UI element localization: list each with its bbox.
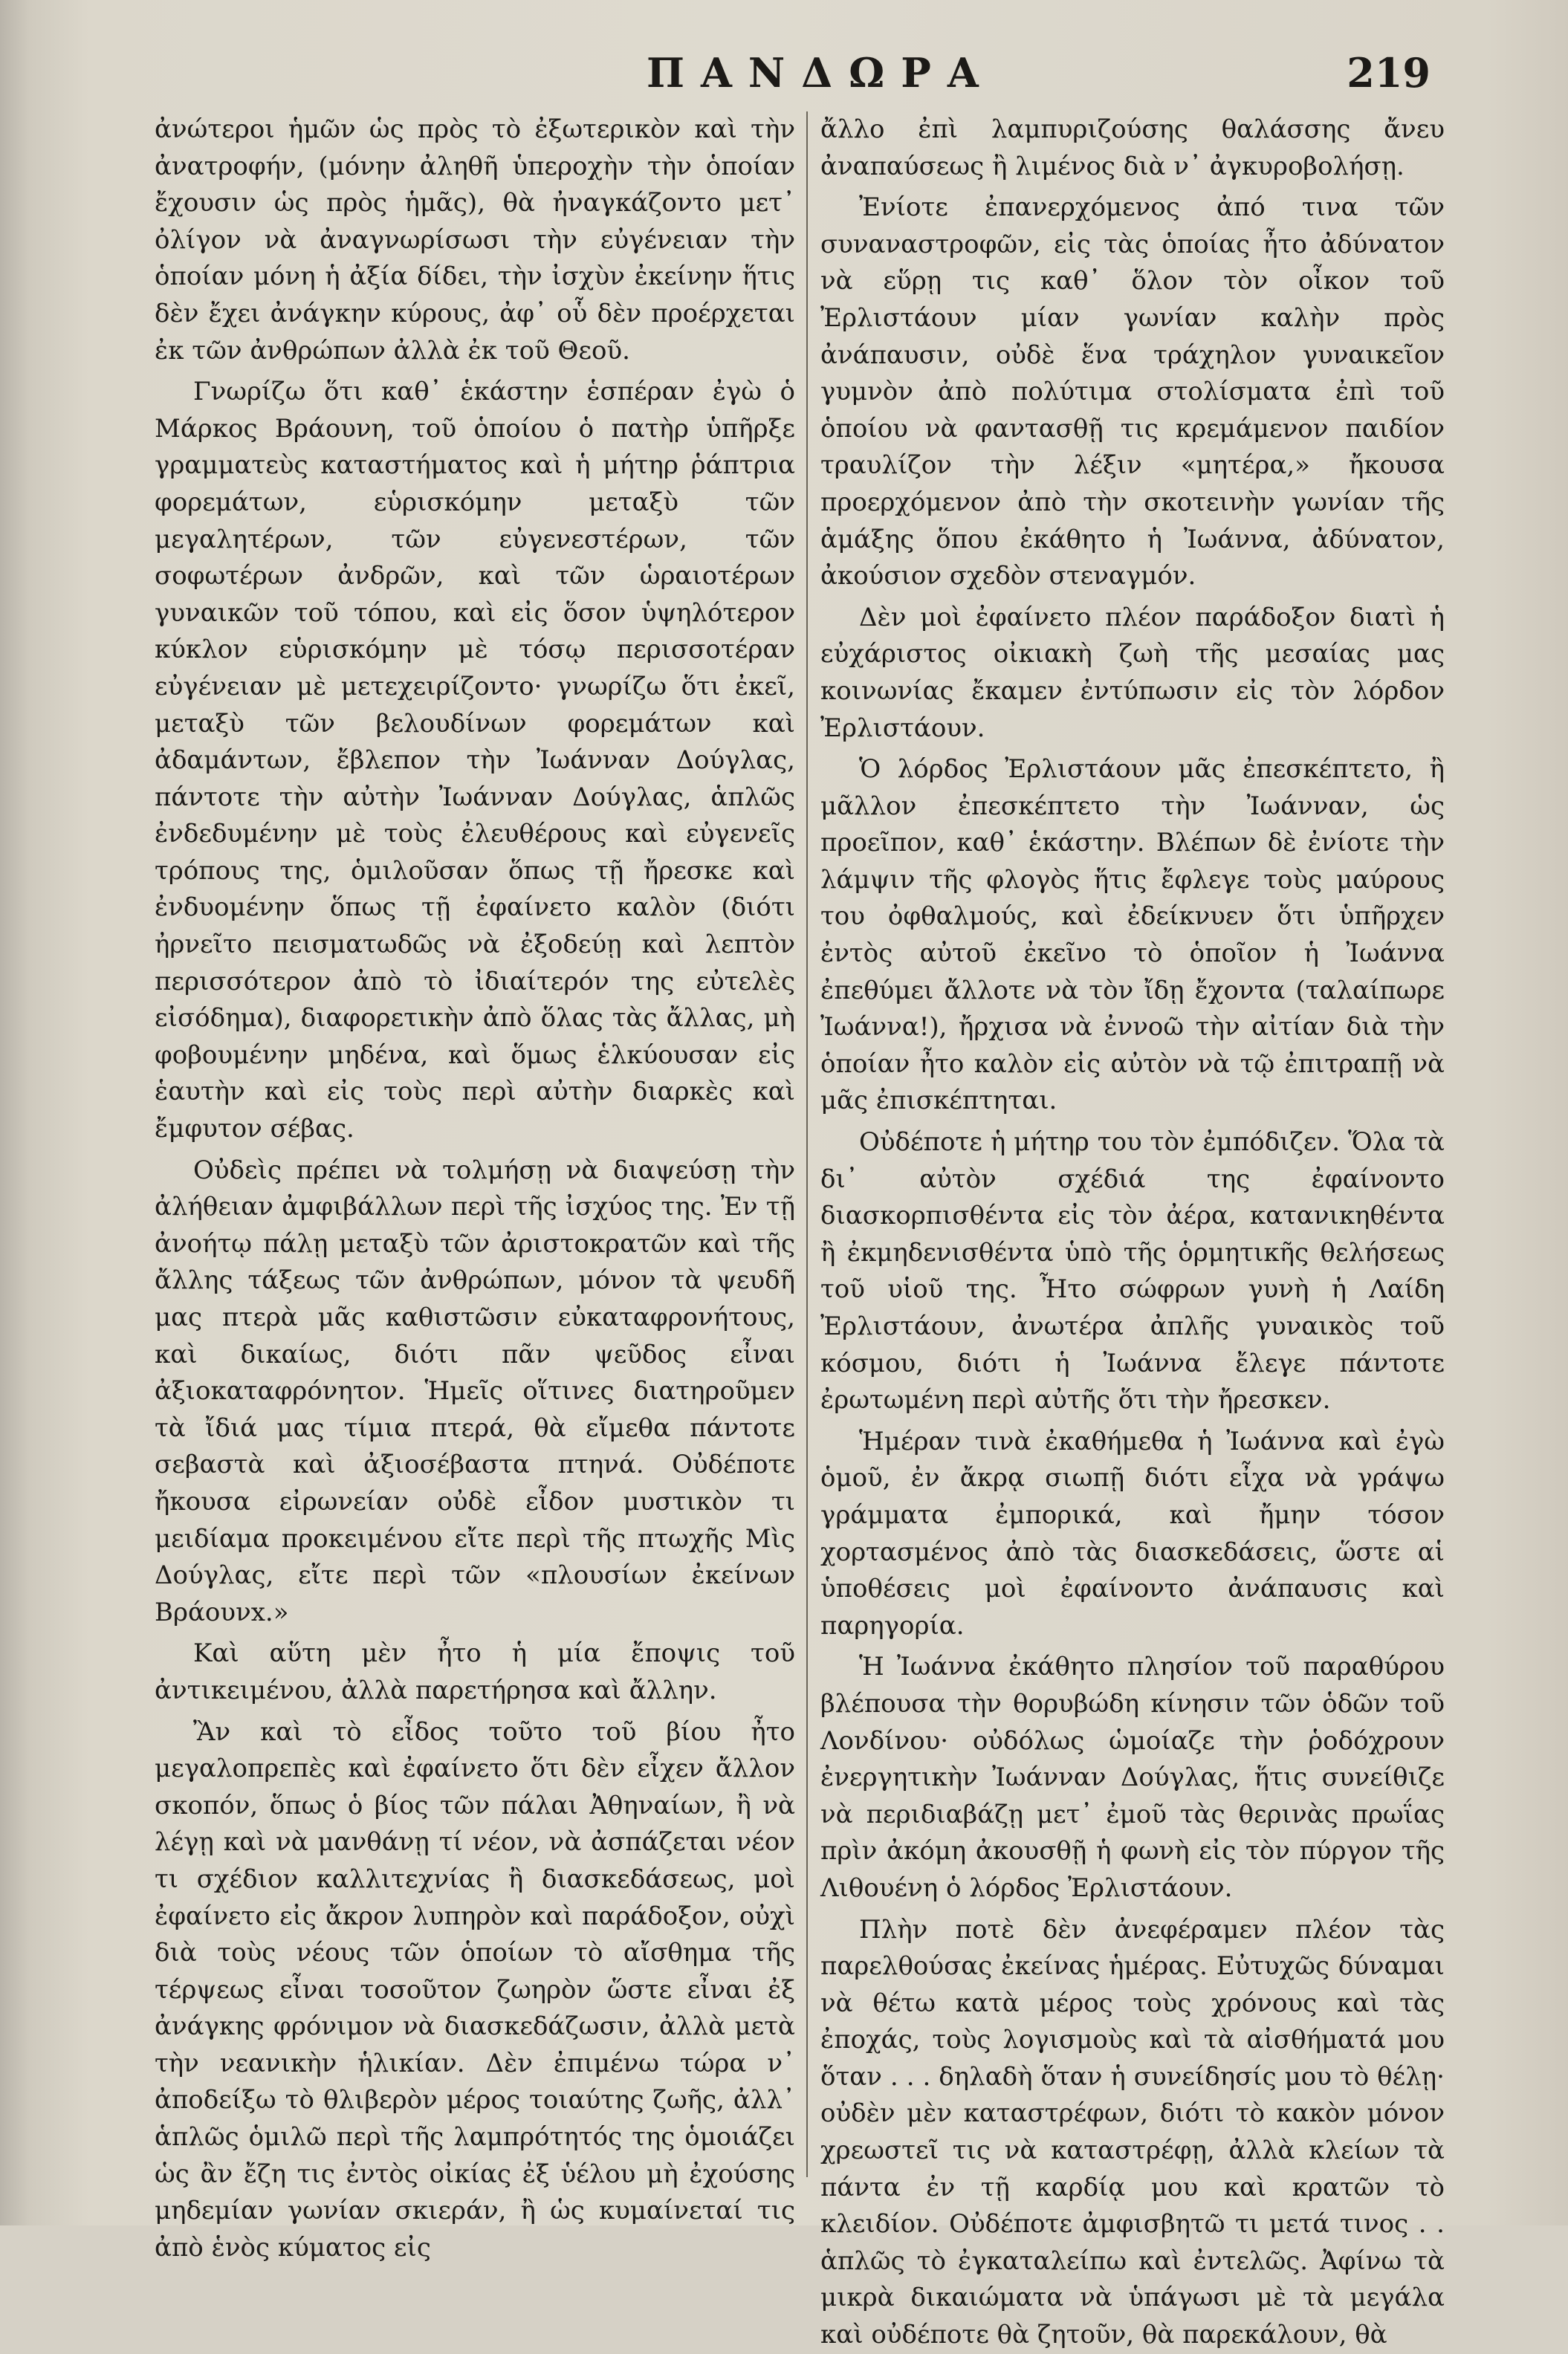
column-divider [806, 111, 808, 2177]
paragraph: Οὐδεὶς πρέπει νὰ τολμήσῃ νὰ διαψεύσῃ τὴν ἀλήθειαν ἀμφιβάλλων περὶ τῆς ἰσχύος της. Ἐν τῇ ἀνοήτῳ πάλῃ μεταξὺ τῶν ἀριστοκρατῶν καὶ τῆς ἄλλης τάξεως τῶν ἀνθρώπων, μόνον τὰ ψευδῆ μας πτερὰ μᾶς καθιστῶσιν εὐκαταφρονήτους, καὶ δικαίως, διότι πᾶν ψεῦδος εἶναι ἀξιοκαταφρόνητον. Ἡμεῖς οἵτινες διατηροῦμεν τὰ ἴδιά μας τίμια πτερά, θὰ εἴμεθα πάντοτε σεβαστὰ καὶ ἀξιοσέβαστα πτηνά. Οὐδέποτε ἤκουσα εἰρωνείαν οὐδὲ εἶδον μυστικὸν τι μειδίαμα προκειμένου εἴτε περὶ τῆς πτωχῆς Μὶς Δούγλας, εἴτε περὶ τῶν «πλουσίων ἐκείνων Βράουνx.» [155, 1155, 795, 1627]
paragraph: Δὲν μοὶ ἐφαίνετο πλέον παράδοξον διατὶ ἡ εὐχάριστος οἰκιακὴ ζωὴ τῆς μεσαίας μας κοινωνίας ἔκαμεν ἐντύπωσιν εἰς τὸν λόρδον Ἐρλιστάουν. [820, 602, 1445, 743]
paragraph: Ἡ Ἰωάννα ἐκάθητο πλησίον τοῦ παραθύρου βλέπουσα τὴν θορυβώδη κίνησιν τῶν ὁδῶν τοῦ Λονδίνου· οὐδόλως ὡμοίαζε τὴν ῥοδόχρουν ἐνεργητικὴν Ἰωάνναν Δούγλας, ἥτις συνείθιζε νὰ περιδιαβάζῃ μετ᾽ ἐμοῦ τὰς θερινὰς πρωΐας πρὶν ἀκόμη ἀκουσθῇ ἡ φωνὴ εἰς τὸν πύργον τῆς Λιθουένη ὁ λόρδος Ἐρλιστάουν. [820, 1652, 1445, 1903]
left-column [155, 111, 795, 2266]
paragraph: Ἐνίοτε ἐπανερχόμενος ἀπό τινα τῶν συναναστροφῶν, εἰς τὰς ὁποίας ἦτο ἀδύνατον νὰ εὕρῃ τις καθ᾽ ὅλον τὸν οἶκον τοῦ Ἐρλιστάουν μίαν γωνίαν καλὴν πρὸς ἀνάπαυσιν, οὐδὲ ἕνα τράχηλον γυναικεῖον γυμνὸν ἀπὸ πολύτιμα στολίσματα ἐπὶ τοῦ ὁποίου νὰ φαντασθῇ τις κρεμάμενον παιδίον τραυλίζον τὴν λέξιν «μητέρα,» ἤκουσα προερχόμενον ἀπὸ τὴν σκοτεινὴν γωνίαν τῆς ἁμάξης ὅπου ἐκάθητο ἡ Ἰωάννα, ἀδύνατον, ἀκούσιον σχεδὸν στεναγμόν. [820, 192, 1445, 591]
paragraph: Γνωρίζω ὅτι καθ᾽ ἑκάστην ἑσπέραν ἐγὼ ὁ Μάρκος Βράουνη, τοῦ ὁποίου ὁ πατὴρ ὑπῆρξε γραμματεὺς καταστήματος καὶ ἡ μήτηρ ῥάπτρια φορεμάτων, εὑρισκόμην μεταξὺ τῶν μεγαλητέρων, τῶν εὐγενεστέρων, τῶν σοφωτέρων ἀνδρῶν, καὶ τῶν ὡραιοτέρων γυναικῶν τοῦ τόπου, καὶ εἰς ὅσον ὑψηλότερον κύκλον εὑρισκόμην μὲ τόσῳ περισσοτέραν εὐγένειαν μὲ μετεχειρίζοντο· γνωρίζω ὅτι ἐκεῖ, μεταξὺ τῶν βελουδίνων φορεμάτων καὶ ἀδαμάντων, ἔβλεπον τὴν Ἰωάνναν Δούγλας, πάντοτε τὴν αὐτὴν Ἰωάνναν Δούγλας, ἁπλῶς ἐνδεδυμένην μὲ τοὺς ἐλευθέρους καὶ εὐγενεῖς τρόπους της, ὁμιλοῦσαν ὅπως τῇ ἤρεσκε καὶ ἐνδυομένην ὅπως τῇ ἐφαίνετο καλὸν (διότι ἠρνεῖτο πεισματωδῶς νὰ ἐξοδεύῃ καὶ λεπτὸν περισσότερον ἀπὸ τὸ ἰδιαίτερόν της εὐτελὲς εἰσόδημα), διαφορετικὴν ἀπὸ ὅλας τὰς ἄλλας, μὴ φοβουμένην μηδένα, καὶ ὅμως ἑλκύουσαν εἰς ἑαυτὴν καὶ εἰς τοὺς περὶ αὐτὴν διαρκὲς καὶ ἔμφυτον σέβας. [155, 377, 795, 1144]
right-column [820, 111, 1445, 2354]
paragraph: Ἂν καὶ τὸ εἶδος τοῦτο τοῦ βίου ἦτο μεγαλοπρεπὲς καὶ ἐφαίνετο ὅτι δὲν εἶχεν ἄλλον σκοπόν, ὅπως ὁ βίος τῶν πάλαι Ἀθηναίων, ἢ νὰ λέγῃ καὶ νὰ μανθάνῃ τί νέον, νὰ ἀσπάζεται νέον τι σχέδιον καλλιτεχνίας ἢ διασκεδάσεως, μοὶ ἐφαίνετο εἰς ἄκρον λυπηρὸν καὶ παράδοξον, οὐχὶ διὰ τοὺς νέους τῶν ὁποίων τὸ αἴσθημα τῆς τέρψεως εἶναι τοσοῦτον ζωηρὸν ὥστε εἶναι ἐξ ἀνάγκης φρόνιμον νὰ διασκεδάζωσιν, ἀλλὰ μετὰ τὴν νεανικὴν ἡλικίαν. Δὲν ἐπιμένω τώρα ν᾽ ἀποδείξω τὸ θλιβερὸν μέρος τοιαύτης ζωῆς, ἀλλ᾽ ἁπλῶς ὁμιλῶ περὶ τῆς λαμπρότητός της ὁμοιάζει ὡς ἂν ἔζη τις ἐντὸς οἰκίας ἐξ ὑέλου μὴ ἐχούσης μηδεμίαν γωνίαν σκιεράν, ἢ ὡς κυμαίνεταί τις ἀπὸ ἑνὸς κύματος εἰς [155, 1716, 795, 2263]
paragraph: Ἡμέραν τινὰ ἐκαθήμεθα ἡ Ἰωάννα καὶ ἐγὼ ὁμοῦ, ἐν ἄκρᾳ σιωπῇ διότι εἶχα νὰ γράψω γράμματα ἐμπορικά, καὶ ἤμην τόσον χορτασμένος ἀπὸ τὰς διασκεδάσεις, ὥστε αἱ ὑποθέσεις μοὶ ἐφαίνοντο ἀνάπαυσις καὶ παρηγορία. [820, 1426, 1445, 1641]
paragraph: Πλὴν ποτὲ δὲν ἀνεφέραμεν πλέον τὰς παρελθούσας ἐκείνας ἡμέρας. Εὐτυχῶς δύναμαι νὰ θέτω κατὰ μέρος τοὺς χρόνους καὶ τὰς ἐποχάς, τοὺς λογισμοὺς καὶ τὰ αἰσθήματά μου ὅταν . . . δηλαδὴ ὅταν ἡ συνείδησίς μου τὸ θέλῃ· οὐδὲν μὲν καταστρέφων, διότι τὸ κακὸν μόνον χρεωστεῖ τις νὰ καταστρέφῃ, ἀλλὰ κλείων τὰ πάντα ἐν τῇ καρδίᾳ μου καὶ κρατῶν τὸ κλειδίον. Οὐδέποτε ἀμφισβητῶ τι μετά τινος . . ἁπλῶς τὸ ἐγκαταλείπω καὶ ἐντελῶς. Ἀφίνω τὰ μικρὰ δικαιώματα νὰ ὑπάγωσι μὲ τὰ μεγάλα καὶ οὐδέποτε θὰ ζητοῦν, θὰ παρεκάλουν, θὰ [820, 1914, 1445, 2350]
running-title: ΠΑΝΔΩΡΑ [647, 49, 995, 97]
paragraph: Οὐδέποτε ἡ μήτηρ του τὸν ἐμπόδιζεν. Ὅλα τὰ δι᾽ αὐτὸν σχέδιά της ἐφαίνοντο διασκορπισθέντα εἰς τὸν ἀέρα, κατανικηθέντα ἢ ἐκμηδενισθέντα ὑπὸ τῆς ὁρμητικῆς θελήσεως τοῦ υἱοῦ της. Ἦτο σώφρων γυνὴ ἡ Λαίδη Ἐρλιστάουν, ἀνωτέρα ἀπλῆς γυναικὸς τοῦ κόσμου, διότι ἡ Ἰωάννα ἔλεγε πάντοτε ἐρωτωμένη περὶ αὐτῆς ὅτι τὴν ἤρεσκεν. [820, 1127, 1445, 1416]
paragraph: Καὶ αὕτη μὲν ἦτο ἡ μία ἔποψις τοῦ ἀντικειμένου, ἀλλὰ παρετήρησα καὶ ἄλλην. [155, 1638, 795, 1705]
paragraph: ἀνώτεροι ἡμῶν ὡς πρὸς τὸ ἐξωτερικὸν καὶ τὴν ἀνατροφήν, (μόνην ἀληθῆ ὑπεροχὴν τὴν ὁποίαν ἔχουσιν ὡς πρὸς ἡμᾶς), θὰ ἠναγκάζοντο μετ᾽ ὀλίγον νὰ ἀναγνωρίσωσι τὴν εὐγένειαν τὴν ὁποίαν μόνη ἡ ἀξία δίδει, τὴν ἰσχὺν ἐκείνην ἥτις δὲν ἔχει ἀνάγκην κύρους, ἀφ᾽ οὗ δὲν προέρχεται ἐκ τῶν ἀνθρώπων ἀλλὰ ἐκ τοῦ Θεοῦ. [155, 114, 795, 366]
page-number: 219 [1347, 49, 1431, 97]
paragraph: ἄλλο ἐπὶ λαμπυριζούσης θαλάσσης ἄνευ ἀναπαύσεως ἢ λιμένος διὰ ν᾽ ἀγκυροβολήσῃ. [820, 114, 1445, 181]
page-header [0, 49, 1568, 101]
paragraph: Ὁ λόρδος Ἐρλιστάουν μᾶς ἐπεσκέπτετο, ἢ μᾶλλον ἐπεσκέπτετο τὴν Ἰωάνναν, ὡς προεῖπον, καθ᾽ ἑκάστην. Βλέπων δὲ ἐνίοτε τὴν λάμψιν τῆς φλογὸς ἥτις ἔφλεγε τοὺς μαύρους του ὀφθαλμούς, καὶ ἐδείκνυεν ὅτι ὑπῆρχεν ἐντὸς αὐτοῦ ἐκεῖνο τὸ ὁποῖον ἡ Ἰωάννα ἐπεθύμει ἄλλοτε νὰ τὸν ἴδῃ ἔχοντα (ταλαίπωρε Ἰωάννα!), ἤρχισα νὰ ἐννοῶ τὴν αἰτίαν διὰ τὴν ὁποίαν ἦτο καλὸν εἰς αὐτὸν νὰ τῷ ἐπιτραπῇ νὰ μᾶς ἐπισκέπτηται. [820, 754, 1445, 1116]
